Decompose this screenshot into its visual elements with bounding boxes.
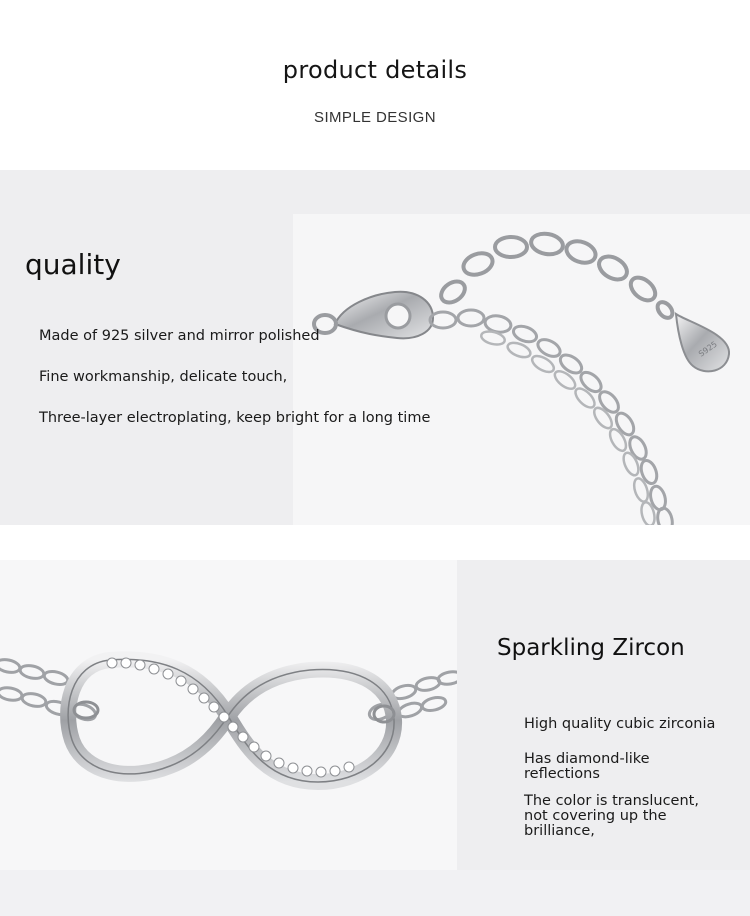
zircon-heading: Sparkling Zircon [497, 635, 685, 661]
bottom-strip [0, 870, 750, 916]
infinity-pendant-icon [68, 658, 394, 782]
product-details-header [0, 0, 750, 170]
page-subtitle: SIMPLE DESIGN [314, 109, 436, 126]
quality-feature-workmanship: Fine workmanship, delicate touch, [39, 369, 288, 385]
quality-feature-electroplating: Three-layer electroplating, keep bright for a long time [39, 410, 431, 426]
zircon-text-panel [457, 560, 750, 870]
svg-text:S925: S925 [696, 339, 719, 359]
zircon-section [0, 560, 750, 916]
page-title: product details [282, 56, 468, 84]
infinity-pendant-photo [0, 560, 457, 870]
quality-heading: quality [25, 248, 121, 281]
lobster-clasp-icon [314, 292, 433, 339]
zircon-feature-translucent: The color is translucent, not covering up the brilliance, [524, 793, 699, 839]
quality-feature-silver: Made of 925 silver and mirror polished [39, 328, 320, 344]
bracelet-clasp-photo [293, 214, 750, 525]
teardrop-tag-icon [676, 314, 729, 371]
quality-section [0, 170, 750, 525]
zircon-feature-cubic: High quality cubic zirconia [524, 716, 716, 732]
zircon-feature-reflections: Has diamond-like reflections [524, 751, 650, 782]
section-divider [0, 525, 750, 560]
